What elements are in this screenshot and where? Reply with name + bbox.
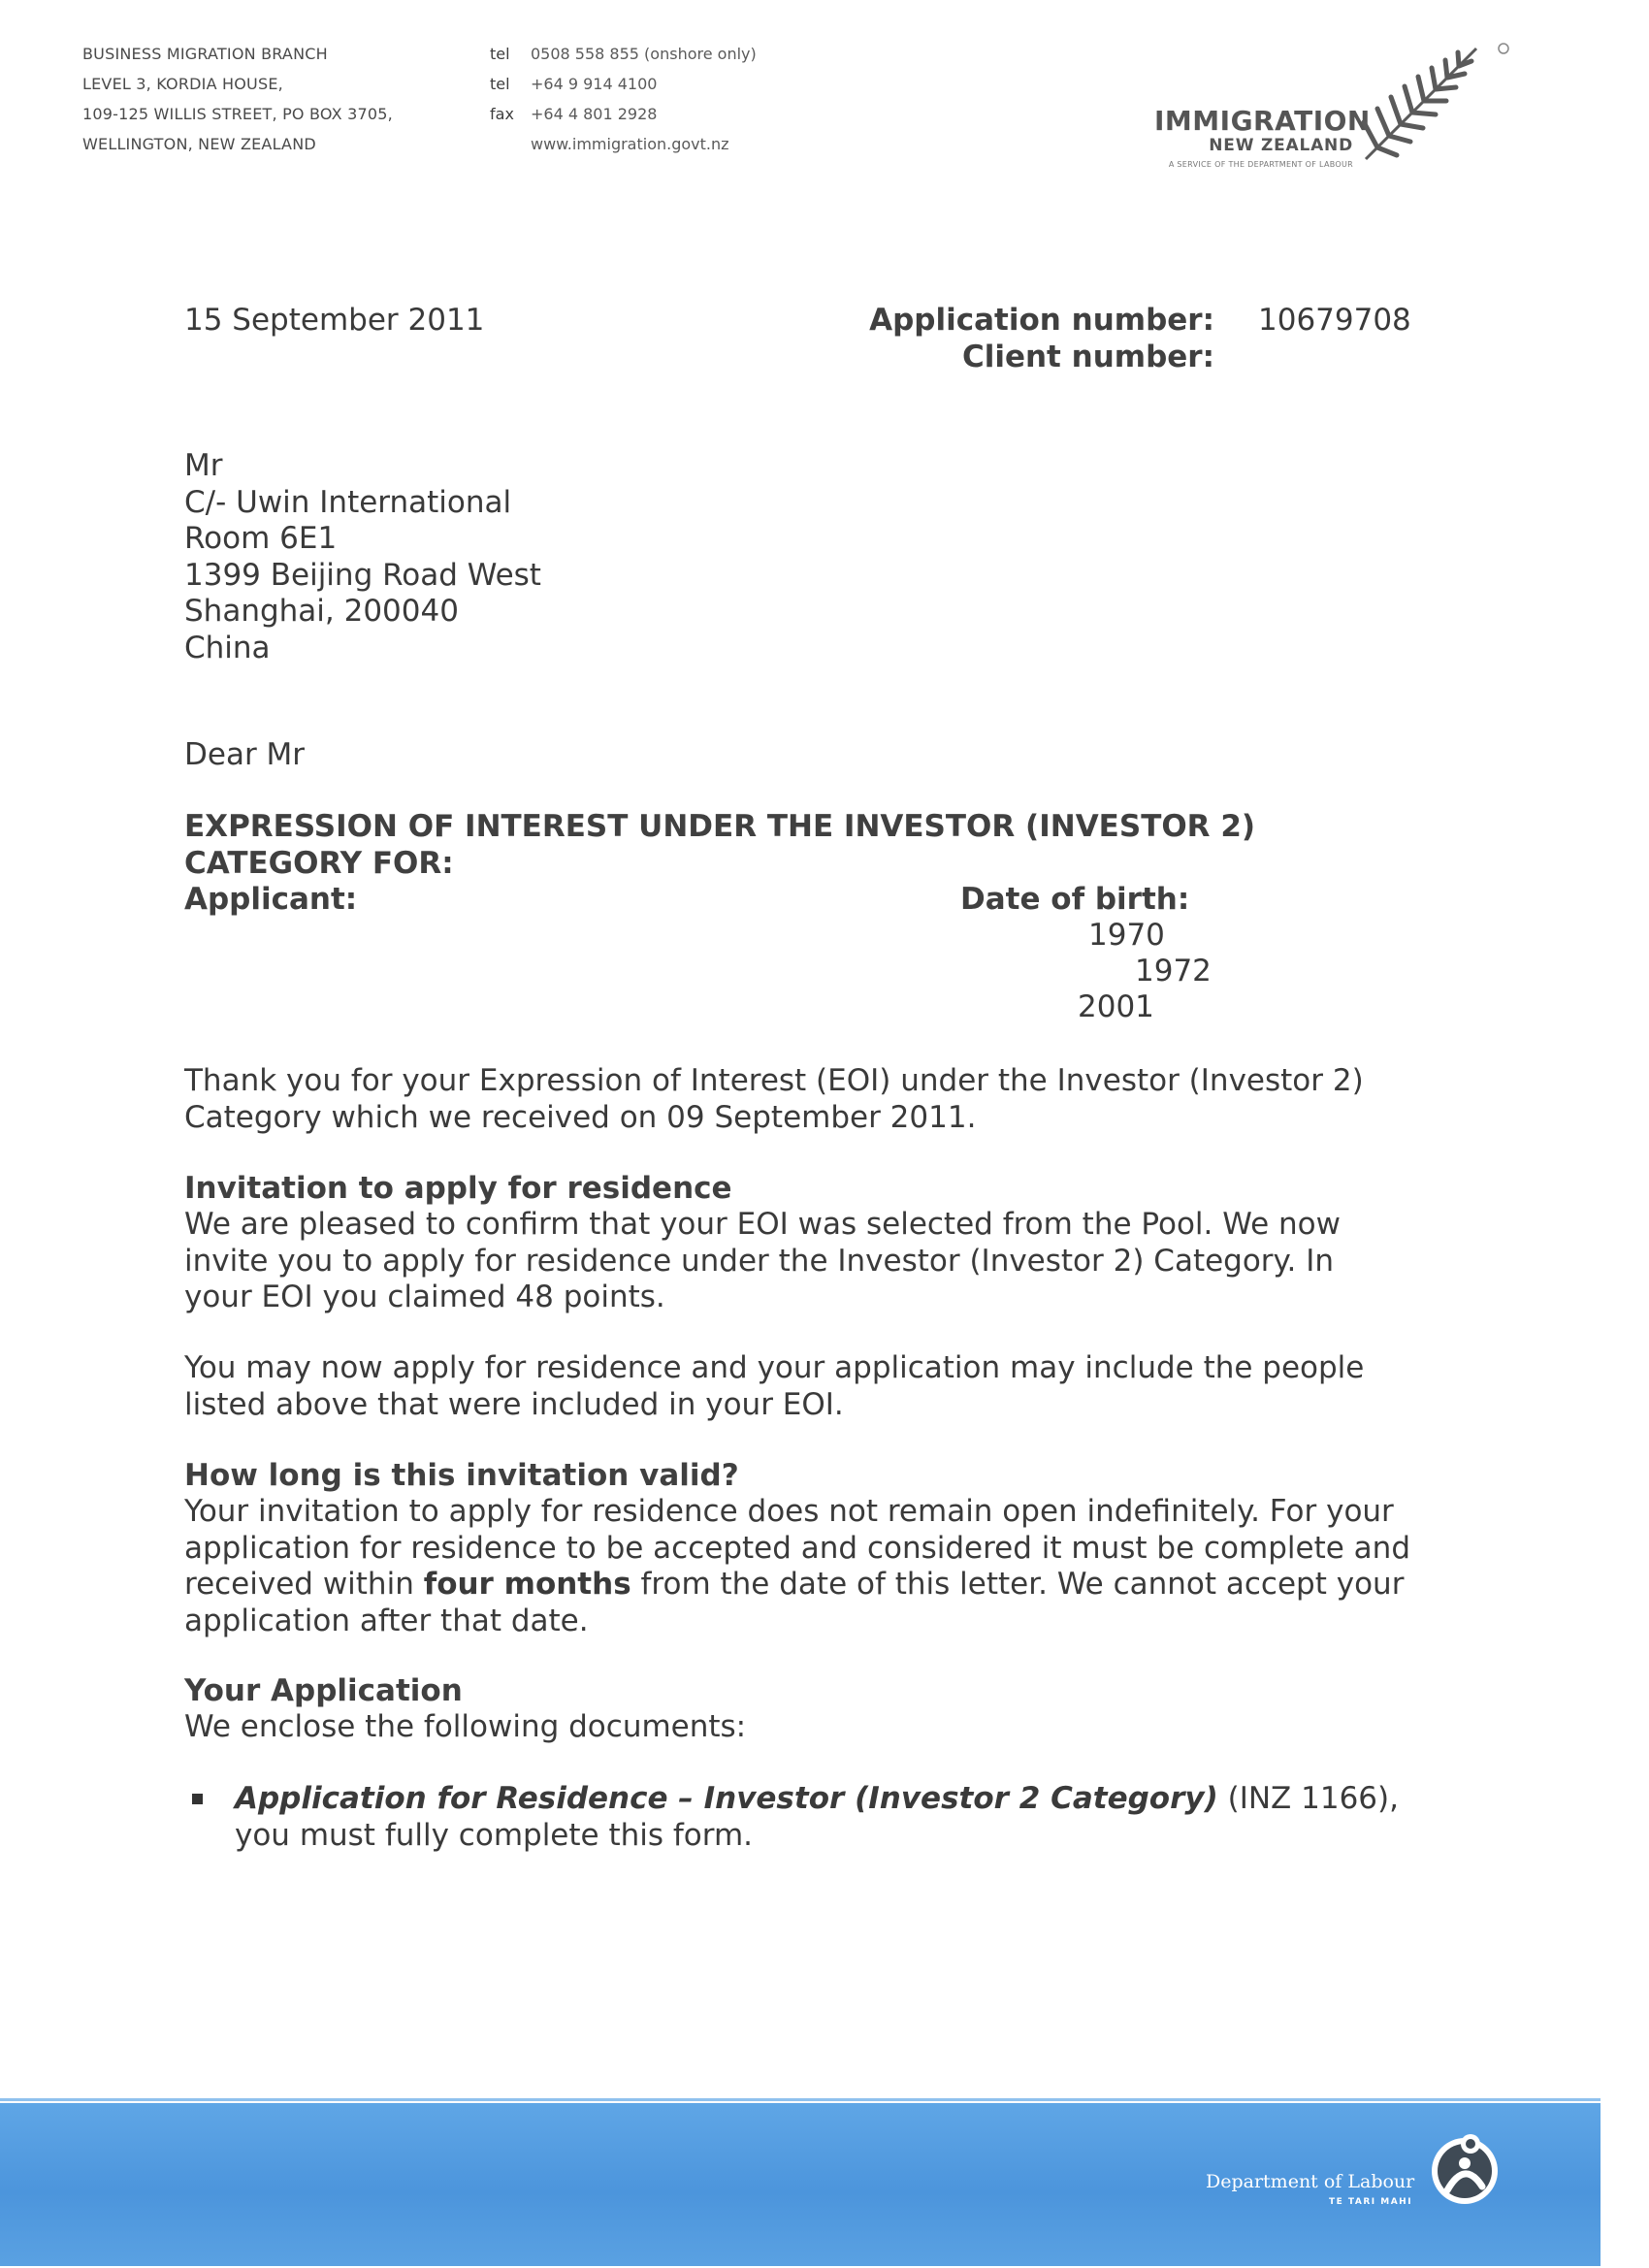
subject-line: EXPRESSION OF INTEREST UNDER THE INVESTOR (INVESTOR 2)	[184, 809, 1256, 844]
logo-title: IMMIGRATION	[1154, 105, 1371, 137]
deadline-emphasis: four months	[423, 1567, 631, 1602]
department-maori-name: TE TARI MAHI	[1329, 2197, 1413, 2207]
dob-year: 2001	[1078, 989, 1154, 1024]
immigration-nz-logo	[1154, 41, 1523, 177]
sender-contacts	[490, 39, 757, 159]
logo-subtitle: NEW ZEALAND	[1209, 136, 1353, 155]
dob-label: Date of birth:	[960, 882, 1190, 917]
enclose-line: We enclose the following documents:	[184, 1709, 747, 1744]
recipient-line: C/- Uwin International	[184, 484, 512, 520]
application-number: 10679708	[1258, 303, 1411, 338]
recipient-address	[184, 448, 541, 666]
dob-year: 1970	[1088, 918, 1165, 953]
client-number-label: Client number:	[961, 339, 1214, 374]
address-line: BUSINESS MIGRATION BRANCH	[82, 45, 328, 63]
address-line: LEVEL 3, KORDIA HOUSE,	[82, 75, 283, 93]
reference-labels	[869, 303, 1214, 375]
footer-divider	[0, 2098, 1600, 2101]
paragraph-line: Category which we received on 09 September 2011.	[184, 1099, 977, 1135]
recipient-line: Room 6E1	[184, 521, 338, 556]
intro-paragraph	[184, 1063, 1364, 1136]
paragraph-line: Your invitation to apply for residence does not remain open indefinitely. For your	[184, 1494, 1394, 1529]
paragraph-line: application for residence to be accepted and considered it must be complete and	[184, 1530, 1410, 1566]
contact-value: 0508 558 855 (onshore only)	[531, 45, 757, 63]
recipient-line: China	[184, 630, 271, 665]
validity-paragraph	[184, 1494, 1410, 1639]
paragraph-line: your EOI you claimed 48 points.	[184, 1280, 665, 1314]
application-heading: Your Application	[184, 1673, 463, 1708]
fern-icon	[1358, 41, 1513, 167]
bullet-line: you must fully complete this form.	[235, 1817, 754, 1853]
logo-tagline: A SERVICE OF THE DEPARTMENT OF LABOUR	[1168, 160, 1353, 169]
paragraph-line: application after that date.	[184, 1603, 589, 1638]
paragraph-line	[184, 1567, 1410, 1604]
contact-value: +64 4 801 2928	[531, 105, 658, 123]
contact-row	[490, 69, 757, 99]
contact-label: fax	[490, 105, 514, 123]
salutation: Dear Mr	[184, 737, 306, 772]
dob-year: 1972	[1135, 954, 1212, 988]
address-line: WELLINGTON, NEW ZEALAND	[82, 135, 316, 153]
website-link[interactable]: www.immigration.govt.nz	[531, 135, 729, 153]
contact-row	[490, 129, 757, 159]
letter-date: 15 September 2011	[184, 303, 485, 338]
contact-label: tel	[490, 45, 510, 63]
recipient-line: Shanghai, 200040	[184, 594, 459, 629]
recipient-line: Mr	[184, 448, 223, 483]
text-run: from the date of this letter. We cannot accept your	[630, 1567, 1405, 1602]
sender-address	[82, 39, 393, 159]
text-run: received within	[184, 1567, 424, 1602]
apply-paragraph	[184, 1350, 1364, 1423]
contact-row	[490, 39, 757, 69]
department-name: Department of Labour	[1206, 2171, 1415, 2192]
paragraph-line: Thank you for your Expression of Interest (EOI) under the Investor (Investor 2)	[184, 1063, 1364, 1098]
department-of-labour-logo-icon	[1426, 2130, 1504, 2208]
address-line: 109-125 WILLIS STREET, PO BOX 3705,	[82, 105, 393, 123]
paragraph-line: You may now apply for residence and your application may include the people	[184, 1350, 1365, 1385]
form-code: (INZ 1166),	[1217, 1781, 1399, 1816]
validity-heading: How long is this invitation valid?	[184, 1458, 739, 1493]
invitation-heading: Invitation to apply for residence	[184, 1171, 732, 1206]
invitation-paragraph	[184, 1207, 1341, 1316]
applicant-label: Applicant:	[184, 882, 358, 917]
contact-value: +64 9 914 4100	[531, 75, 658, 93]
paragraph-line: invite you to apply for residence under the Investor (Investor 2) Category. In	[184, 1243, 1334, 1279]
subject-line: CATEGORY FOR:	[184, 845, 454, 881]
bullet-icon	[192, 1794, 203, 1804]
enclosed-document-item	[235, 1781, 1399, 1854]
paragraph-line: We are pleased to confirm that your EOI was selected from the Pool. We now	[184, 1207, 1341, 1242]
bullet-line	[235, 1781, 1399, 1818]
contact-label: tel	[490, 75, 510, 93]
application-number-label: Application number:	[869, 303, 1214, 338]
contact-row	[490, 99, 757, 129]
paragraph-line: listed above that were included in your EOI.	[184, 1386, 844, 1422]
form-title: Application for Residence – Investor (Investor 2 Category)	[235, 1781, 1218, 1816]
recipient-line: 1399 Beijing Road West	[184, 557, 541, 593]
